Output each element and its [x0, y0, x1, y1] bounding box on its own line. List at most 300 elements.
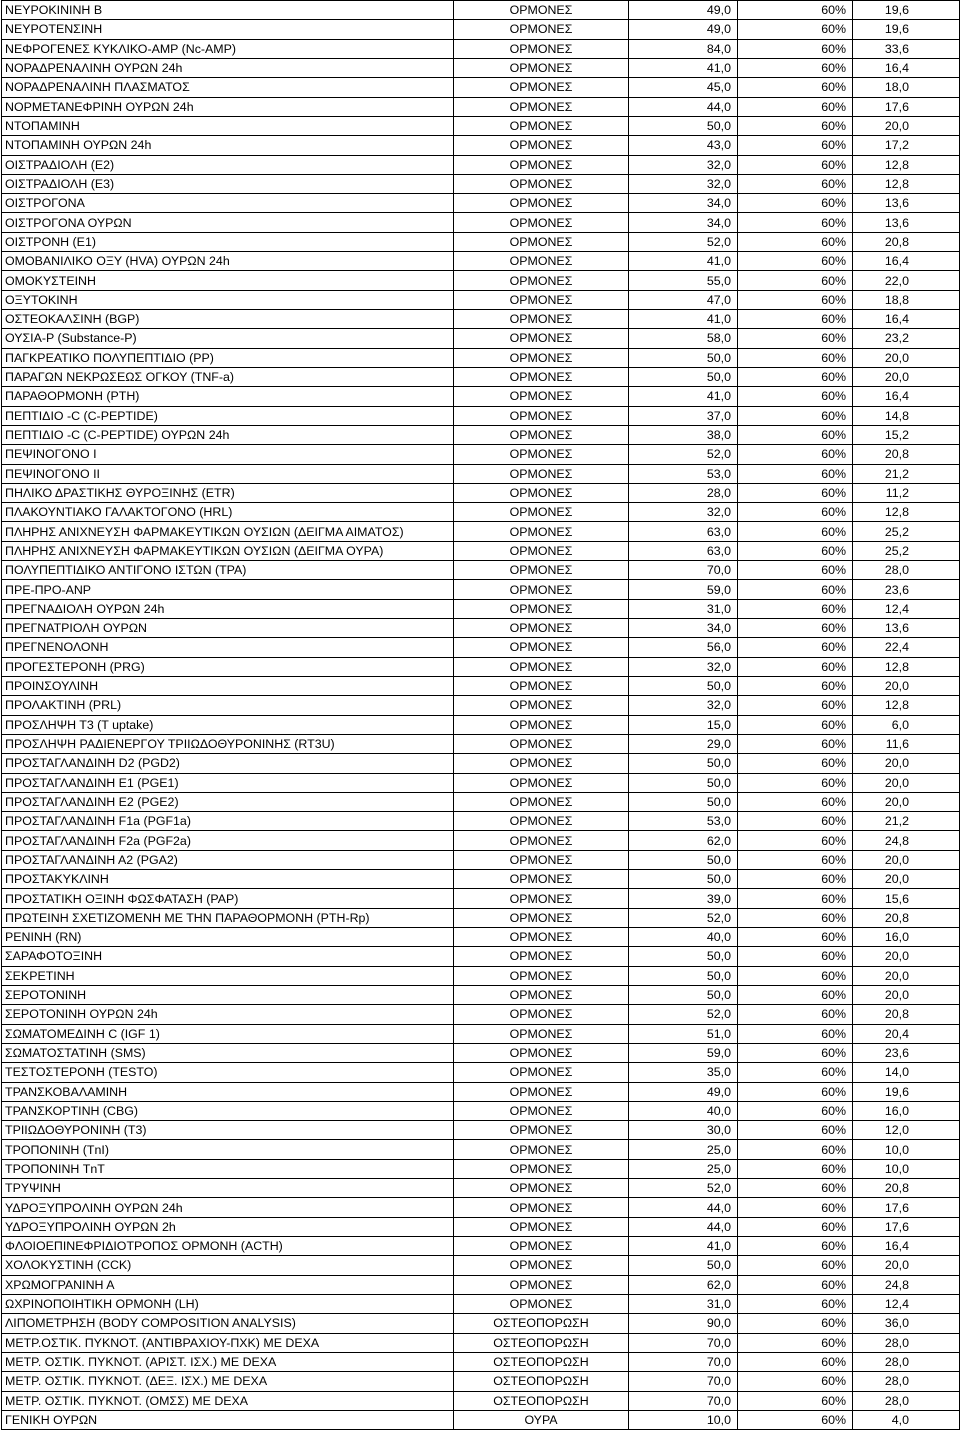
price-cell: 25,0 [629, 1159, 738, 1178]
price-cell: 41,0 [629, 58, 738, 77]
percent-cell: 60% [738, 1101, 853, 1120]
percent-cell: 60% [738, 97, 853, 116]
price-cell: 31,0 [629, 1294, 738, 1313]
percent-cell: 60% [738, 483, 853, 502]
percent-cell: 60% [738, 1275, 853, 1294]
category-cell: ΟΡΜΟΝΕΣ [454, 1159, 629, 1178]
price-cell: 50,0 [629, 116, 738, 135]
category-cell: ΟΡΜΟΝΕΣ [454, 1140, 629, 1159]
price-cell: 50,0 [629, 985, 738, 1004]
test-name-cell: ΤΡΥΨΙΝΗ [2, 1179, 454, 1198]
percent-cell: 60% [738, 1372, 853, 1391]
category-cell: ΟΡΜΟΝΕΣ [454, 194, 629, 213]
price-cell: 40,0 [629, 928, 738, 947]
percent-cell: 60% [738, 367, 853, 386]
result-cell: 16,0 [853, 928, 960, 947]
percent-cell: 60% [738, 580, 853, 599]
test-name-cell: ΤΡΙΙΩΔΟΘΥΡΟΝΙΝΗ (T3) [2, 1121, 454, 1140]
table-row [2, 657, 960, 676]
category-cell: ΟΡΜΟΝΕΣ [454, 290, 629, 309]
percent-cell: 60% [738, 889, 853, 908]
percent-cell: 60% [738, 908, 853, 927]
table-row [2, 1333, 960, 1352]
percent-cell: 60% [738, 696, 853, 715]
test-name-cell: ΧΡΩΜΟΓΡΑΝΙΝΗ Α [2, 1275, 454, 1294]
percent-cell: 60% [738, 290, 853, 309]
result-cell: 24,8 [853, 1275, 960, 1294]
result-cell: 20,4 [853, 1024, 960, 1043]
percent-cell: 60% [738, 445, 853, 464]
category-cell: ΟΡΜΟΝΕΣ [454, 1294, 629, 1313]
percent-cell: 60% [738, 676, 853, 695]
table-row [2, 734, 960, 753]
percent-cell: 60% [738, 1121, 853, 1140]
category-cell: ΟΡΜΟΝΕΣ [454, 599, 629, 618]
price-cell: 49,0 [629, 20, 738, 39]
percent-cell: 60% [738, 734, 853, 753]
percent-cell: 60% [738, 657, 853, 676]
percent-cell: 60% [738, 561, 853, 580]
category-cell: ΟΡΜΟΝΕΣ [454, 503, 629, 522]
category-cell: ΟΡΜΟΝΕΣ [454, 329, 629, 348]
result-cell: 17,6 [853, 1198, 960, 1217]
result-cell: 17,6 [853, 1217, 960, 1236]
table-row [2, 348, 960, 367]
test-name-cell: ΣΩΜΑΤΟΣΤΑΤΙΝΗ (SMS) [2, 1043, 454, 1062]
price-table [1, 0, 960, 1430]
table-row [2, 1275, 960, 1294]
table-row [2, 174, 960, 193]
percent-cell: 60% [738, 1333, 853, 1352]
test-name-cell: ΣΑΡΑΦΟΤΟΞΙΝΗ [2, 947, 454, 966]
category-cell: ΟΡΜΟΝΕΣ [454, 155, 629, 174]
percent-cell: 60% [738, 1314, 853, 1333]
price-cell: 35,0 [629, 1063, 738, 1082]
category-cell: ΟΡΜΟΝΕΣ [454, 850, 629, 869]
table-row [2, 908, 960, 927]
category-cell: ΟΡΜΟΝΕΣ [454, 271, 629, 290]
table-row [2, 503, 960, 522]
category-cell: ΟΡΜΟΝΕΣ [454, 580, 629, 599]
category-cell: ΟΣΤΕΟΠΟΡΩΣΗ [454, 1391, 629, 1410]
percent-cell: 60% [738, 1410, 853, 1429]
test-name-cell: ΟΞΥΤΟΚΙΝΗ [2, 290, 454, 309]
test-name-cell: ΟΜΟΚΥΣΤΕΙΝΗ [2, 271, 454, 290]
price-cell: 34,0 [629, 213, 738, 232]
test-name-cell: ΟΙΣΤΡΟΓΟΝΑ ΟΥΡΩΝ [2, 213, 454, 232]
table-row [2, 136, 960, 155]
percent-cell: 60% [738, 1198, 853, 1217]
percent-cell: 60% [738, 715, 853, 734]
table-row [2, 20, 960, 39]
result-cell: 12,8 [853, 174, 960, 193]
result-cell: 17,2 [853, 136, 960, 155]
percent-cell: 60% [738, 1, 853, 20]
test-name-cell: ΟΥΣΙΑ-P (Substance-P) [2, 329, 454, 348]
result-cell: 4,0 [853, 1410, 960, 1429]
category-cell: ΟΡΜΟΝΕΣ [454, 1275, 629, 1294]
table-row [2, 387, 960, 406]
price-cell: 50,0 [629, 947, 738, 966]
result-cell: 10,0 [853, 1140, 960, 1159]
price-table-body [2, 1, 960, 1430]
result-cell: 18,8 [853, 290, 960, 309]
category-cell: ΟΡΜΟΝΕΣ [454, 734, 629, 753]
category-cell: ΟΣΤΕΟΠΟΡΩΣΗ [454, 1352, 629, 1371]
price-cell: 63,0 [629, 541, 738, 560]
category-cell: ΟΡΜΟΝΕΣ [454, 1082, 629, 1101]
result-cell: 23,2 [853, 329, 960, 348]
test-name-cell: ΜΕΤΡ. ΟΣΤΙΚ. ΠΥΚΝΟΤ. (ΟΜΣΣ) ΜΕ DEXA [2, 1391, 454, 1410]
table-row [2, 1294, 960, 1313]
category-cell: ΟΡΜΟΝΕΣ [454, 831, 629, 850]
table-row [2, 1159, 960, 1178]
table-row [2, 213, 960, 232]
result-cell: 11,2 [853, 483, 960, 502]
result-cell: 28,0 [853, 1333, 960, 1352]
table-row [2, 310, 960, 329]
price-cell: 51,0 [629, 1024, 738, 1043]
result-cell: 16,4 [853, 252, 960, 271]
test-name-cell: ΤΡΑΝΣΚΟΒΑΛΑΜΙΝΗ [2, 1082, 454, 1101]
result-cell: 12,8 [853, 657, 960, 676]
percent-cell: 60% [738, 58, 853, 77]
percent-cell: 60% [738, 213, 853, 232]
category-cell: ΟΡΜΟΝΕΣ [454, 445, 629, 464]
category-cell: ΟΡΜΟΝΕΣ [454, 252, 629, 271]
price-cell: 44,0 [629, 1198, 738, 1217]
test-name-cell: ΠΡΟΣΤΑΚΥΚΛΙΝΗ [2, 870, 454, 889]
table-row [2, 619, 960, 638]
test-name-cell: ΠΡΟΣΤΑΓΛΑΝΔΙΝΗ Α2 (PGA2) [2, 850, 454, 869]
test-name-cell: ΠΟΛΥΠΕΠΤΙΔΙΚΟ ΑΝΤΙΓΟΝΟ ΙΣΤΩΝ (TPA) [2, 561, 454, 580]
test-name-cell: ΟΜΟΒΑΝΙΛΙΚΟ ΟΞΥ (HVA) ΟΥΡΩΝ 24h [2, 252, 454, 271]
category-cell: ΟΡΜΟΝΕΣ [454, 1121, 629, 1140]
result-cell: 23,6 [853, 1043, 960, 1062]
price-cell: 34,0 [629, 619, 738, 638]
category-cell: ΟΡΜΟΝΕΣ [454, 676, 629, 695]
price-cell: 70,0 [629, 1352, 738, 1371]
test-name-cell: ΤΡΟΠΟΝΙΝΗ (TnI) [2, 1140, 454, 1159]
test-name-cell: ΠΛΑΚΟΥΝΤΙΑΚΟ ΓΑΛΑΚΤΟΓΟΝΟ (HRL) [2, 503, 454, 522]
price-cell: 50,0 [629, 850, 738, 869]
test-name-cell: ΝΟΡΑΔΡΕΝΑΛΙΝΗ ΠΛΑΣΜΑΤΟΣ [2, 78, 454, 97]
price-cell: 41,0 [629, 252, 738, 271]
percent-cell: 60% [738, 1179, 853, 1198]
category-cell: ΟΡΜΟΝΕΣ [454, 1198, 629, 1217]
percent-cell: 60% [738, 464, 853, 483]
table-row [2, 1410, 960, 1429]
category-cell: ΟΡΜΟΝΕΣ [454, 1179, 629, 1198]
table-row [2, 116, 960, 135]
result-cell: 12,8 [853, 155, 960, 174]
category-cell: ΟΡΜΟΝΕΣ [454, 464, 629, 483]
category-cell: ΟΡΜΟΝΕΣ [454, 232, 629, 251]
result-cell: 19,6 [853, 1, 960, 20]
table-row [2, 1121, 960, 1140]
test-name-cell: ΠΡΕ-ΠΡΟ-ANP [2, 580, 454, 599]
price-cell: 41,0 [629, 387, 738, 406]
result-cell: 20,8 [853, 232, 960, 251]
table-row [2, 271, 960, 290]
category-cell: ΟΡΜΟΝΕΣ [454, 985, 629, 1004]
test-name-cell: ΠΡΟΣΤΑΓΛΑΝΔΙΝΗ D2 (PGD2) [2, 754, 454, 773]
table-row [2, 754, 960, 773]
price-cell: 52,0 [629, 232, 738, 251]
price-cell: 43,0 [629, 136, 738, 155]
price-cell: 37,0 [629, 406, 738, 425]
test-name-cell: ΣΩΜΑΤΟΜΕΔΙΝΗ C (IGF 1) [2, 1024, 454, 1043]
category-cell: ΟΣΤΕΟΠΟΡΩΣΗ [454, 1372, 629, 1391]
percent-cell: 60% [738, 812, 853, 831]
price-cell: 50,0 [629, 773, 738, 792]
test-name-cell: ΠΑΡΑΘΟΡΜΟΝΗ (PTH) [2, 387, 454, 406]
table-row [2, 290, 960, 309]
test-name-cell: ΠΡΟΣΛΗΨΗ Τ3 (T uptake) [2, 715, 454, 734]
price-cell: 30,0 [629, 1121, 738, 1140]
result-cell: 13,6 [853, 194, 960, 213]
percent-cell: 60% [738, 522, 853, 541]
table-row [2, 889, 960, 908]
category-cell: ΟΡΜΟΝΕΣ [454, 1101, 629, 1120]
test-name-cell: ΝΕΥΡΟΤΕΝΣΙΝΗ [2, 20, 454, 39]
category-cell: ΟΡΜΟΝΕΣ [454, 20, 629, 39]
result-cell: 20,0 [853, 754, 960, 773]
result-cell: 28,0 [853, 1352, 960, 1371]
test-name-cell: ΤΡΟΠΟΝΙΝΗ TnT [2, 1159, 454, 1178]
test-name-cell: ΥΔΡΟΞΥΠΡΟΛΙΝΗ ΟΥΡΩΝ 24h [2, 1198, 454, 1217]
category-cell: ΟΡΜΟΝΕΣ [454, 1005, 629, 1024]
table-row [2, 194, 960, 213]
percent-cell: 60% [738, 850, 853, 869]
result-cell: 15,6 [853, 889, 960, 908]
table-row [2, 1217, 960, 1236]
category-cell: ΟΡΜΟΝΕΣ [454, 773, 629, 792]
test-name-cell: ΝΟΡΜΕΤΑΝΕΦΡΙΝΗ ΟΥΡΩΝ 24h [2, 97, 454, 116]
test-name-cell: ΥΔΡΟΞΥΠΡΟΛΙΝΗ ΟΥΡΩΝ 2h [2, 1217, 454, 1236]
result-cell: 20,0 [853, 947, 960, 966]
table-row [2, 522, 960, 541]
table-row [2, 1256, 960, 1275]
price-cell: 32,0 [629, 174, 738, 193]
category-cell: ΟΡΜΟΝΕΣ [454, 947, 629, 966]
percent-cell: 60% [738, 985, 853, 1004]
result-cell: 12,8 [853, 696, 960, 715]
category-cell: ΟΡΜΟΝΕΣ [454, 928, 629, 947]
price-cell: 63,0 [629, 522, 738, 541]
table-row [2, 58, 960, 77]
category-cell: ΟΡΜΟΝΕΣ [454, 483, 629, 502]
category-cell: ΟΡΜΟΝΕΣ [454, 1237, 629, 1256]
price-cell: 50,0 [629, 367, 738, 386]
test-name-cell: ΠΡΕΓΝΕΝΟΛΟΝΗ [2, 638, 454, 657]
test-name-cell: ΟΙΣΤΡΑΔΙΟΛΗ (Ε3) [2, 174, 454, 193]
percent-cell: 60% [738, 1005, 853, 1024]
percent-cell: 60% [738, 870, 853, 889]
test-name-cell: ΤΡΑΝΣΚΟΡΤΙΝΗ (CBG) [2, 1101, 454, 1120]
table-row [2, 1237, 960, 1256]
category-cell: ΟΡΜΟΝΕΣ [454, 1, 629, 20]
table-row [2, 715, 960, 734]
test-name-cell: ΧΟΛΟΚΥΣΤΙΝΗ (CCK) [2, 1256, 454, 1275]
percent-cell: 60% [738, 252, 853, 271]
category-cell: ΟΡΜΟΝΕΣ [454, 657, 629, 676]
test-name-cell: ΟΣΤΕΟΚΑΛΣΙΝΗ (BGP) [2, 310, 454, 329]
price-cell: 32,0 [629, 503, 738, 522]
table-row [2, 1372, 960, 1391]
price-cell: 50,0 [629, 676, 738, 695]
test-name-cell: ΠΑΓΚΡΕΑΤΙΚΟ ΠΟΛΥΠΕΠΤΙΔΙΟ (PP) [2, 348, 454, 367]
test-name-cell: ΠΛΗΡΗΣ ΑΝΙΧΝΕΥΣΗ ΦΑΡΜΑΚΕΥΤΙΚΩΝ ΟΥΣΙΩΝ (ΔΕΙΓΜΑ ΑΙΜΑΤΟΣ) [2, 522, 454, 541]
percent-cell: 60% [738, 116, 853, 135]
result-cell: 16,4 [853, 1237, 960, 1256]
price-cell: 62,0 [629, 1275, 738, 1294]
category-cell: ΟΡΜΟΝΕΣ [454, 561, 629, 580]
result-cell: 20,0 [853, 367, 960, 386]
test-name-cell: ΝΕΦΡΟΓΕΝΕΣ ΚΥΚΛΙΚΟ-AMP (Nc-AMP) [2, 39, 454, 58]
price-cell: 32,0 [629, 155, 738, 174]
price-cell: 41,0 [629, 310, 738, 329]
result-cell: 22,0 [853, 271, 960, 290]
price-cell: 15,0 [629, 715, 738, 734]
table-row [2, 561, 960, 580]
percent-cell: 60% [738, 136, 853, 155]
result-cell: 20,0 [853, 348, 960, 367]
table-row [2, 928, 960, 947]
percent-cell: 60% [738, 39, 853, 58]
result-cell: 6,0 [853, 715, 960, 734]
table-row [2, 78, 960, 97]
category-cell: ΟΡΜΟΝΕΣ [454, 696, 629, 715]
table-row [2, 1005, 960, 1024]
test-name-cell: ΟΙΣΤΡΟΝΗ (Ε1) [2, 232, 454, 251]
price-cell: 59,0 [629, 580, 738, 599]
price-cell: 29,0 [629, 734, 738, 753]
price-cell: 70,0 [629, 1391, 738, 1410]
test-name-cell: ΝΕΥΡΟΚΙΝΙΝΗ Β [2, 1, 454, 20]
result-cell: 16,0 [853, 1101, 960, 1120]
table-row [2, 252, 960, 271]
percent-cell: 60% [738, 271, 853, 290]
result-cell: 25,2 [853, 522, 960, 541]
table-row [2, 329, 960, 348]
category-cell: ΟΡΜΟΝΕΣ [454, 812, 629, 831]
test-name-cell: ΠΡΟΙΝΣΟΥΛΙΝΗ [2, 676, 454, 695]
table-row [2, 1043, 960, 1062]
percent-cell: 60% [738, 966, 853, 985]
result-cell: 12,0 [853, 1121, 960, 1140]
category-cell: ΟΡΜΟΝΕΣ [454, 522, 629, 541]
result-cell: 14,0 [853, 1063, 960, 1082]
percent-cell: 60% [738, 792, 853, 811]
result-cell: 16,4 [853, 387, 960, 406]
percent-cell: 60% [738, 425, 853, 444]
result-cell: 24,8 [853, 831, 960, 850]
table-row [2, 638, 960, 657]
table-row [2, 1063, 960, 1082]
table-row [2, 985, 960, 1004]
category-cell: ΟΡΜΟΝΕΣ [454, 116, 629, 135]
percent-cell: 60% [738, 928, 853, 947]
category-cell: ΟΡΜΟΝΕΣ [454, 310, 629, 329]
table-row [2, 39, 960, 58]
result-cell: 20,0 [853, 985, 960, 1004]
test-name-cell: ΜΕΤΡ.ΟΣΤΙΚ. ΠΥΚΝΟΤ. (ΑΝΤΙΒΡΑΧΙΟΥ-ΠΧΚ) ΜΕ DEXA [2, 1333, 454, 1352]
result-cell: 21,2 [853, 812, 960, 831]
table-row [2, 541, 960, 560]
category-cell: ΟΡΜΟΝΕΣ [454, 174, 629, 193]
category-cell: ΟΡΜΟΝΕΣ [454, 387, 629, 406]
category-cell: ΟΡΜΟΝΕΣ [454, 39, 629, 58]
test-name-cell: ΠΕΠΤΙΔΙΟ -C (C-PEPTIDE) ΟΥΡΩΝ 24h [2, 425, 454, 444]
test-name-cell: ΠΕΨΙΝΟΓΟΝΟ ΙΙ [2, 464, 454, 483]
percent-cell: 60% [738, 1217, 853, 1236]
price-cell: 32,0 [629, 657, 738, 676]
price-cell: 90,0 [629, 1314, 738, 1333]
result-cell: 20,8 [853, 445, 960, 464]
result-cell: 13,6 [853, 213, 960, 232]
price-cell: 50,0 [629, 754, 738, 773]
result-cell: 33,6 [853, 39, 960, 58]
category-cell: ΟΡΜΟΝΕΣ [454, 792, 629, 811]
percent-cell: 60% [738, 947, 853, 966]
percent-cell: 60% [738, 348, 853, 367]
category-cell: ΟΡΜΟΝΕΣ [454, 406, 629, 425]
percent-cell: 60% [738, 1237, 853, 1256]
test-name-cell: ΓΕΝΙΚΗ ΟΥΡΩΝ [2, 1410, 454, 1429]
result-cell: 20,0 [853, 676, 960, 695]
percent-cell: 60% [738, 831, 853, 850]
table-row [2, 1314, 960, 1333]
table-row [2, 232, 960, 251]
test-name-cell: ΡΕΝΙΝΗ (RN) [2, 928, 454, 947]
result-cell: 28,0 [853, 1391, 960, 1410]
category-cell: ΟΡΜΟΝΕΣ [454, 889, 629, 908]
result-cell: 25,2 [853, 541, 960, 560]
percent-cell: 60% [738, 1159, 853, 1178]
result-cell: 20,0 [853, 773, 960, 792]
result-cell: 20,0 [853, 966, 960, 985]
percent-cell: 60% [738, 329, 853, 348]
price-cell: 59,0 [629, 1043, 738, 1062]
price-cell: 52,0 [629, 445, 738, 464]
result-cell: 28,0 [853, 1372, 960, 1391]
test-name-cell: ΠΡΟΣΤΑΓΛΑΝΔΙΝΗ Ε2 (PGE2) [2, 792, 454, 811]
price-cell: 44,0 [629, 97, 738, 116]
table-row [2, 850, 960, 869]
result-cell: 11,6 [853, 734, 960, 753]
price-cell: 53,0 [629, 464, 738, 483]
result-cell: 10,0 [853, 1159, 960, 1178]
price-cell: 45,0 [629, 78, 738, 97]
test-name-cell: ΠΡΟΣΤΑΓΛΑΝΔΙΝΗ F1a (PGF1a) [2, 812, 454, 831]
result-cell: 14,8 [853, 406, 960, 425]
percent-cell: 60% [738, 194, 853, 213]
percent-cell: 60% [738, 1024, 853, 1043]
percent-cell: 60% [738, 638, 853, 657]
table-row [2, 696, 960, 715]
price-cell: 25,0 [629, 1140, 738, 1159]
result-cell: 12,8 [853, 503, 960, 522]
price-cell: 50,0 [629, 1256, 738, 1275]
result-cell: 13,6 [853, 619, 960, 638]
price-cell: 38,0 [629, 425, 738, 444]
table-row [2, 1024, 960, 1043]
category-cell: ΟΡΜΟΝΕΣ [454, 754, 629, 773]
category-cell: ΟΡΜΟΝΕΣ [454, 638, 629, 657]
table-row [2, 580, 960, 599]
percent-cell: 60% [738, 78, 853, 97]
